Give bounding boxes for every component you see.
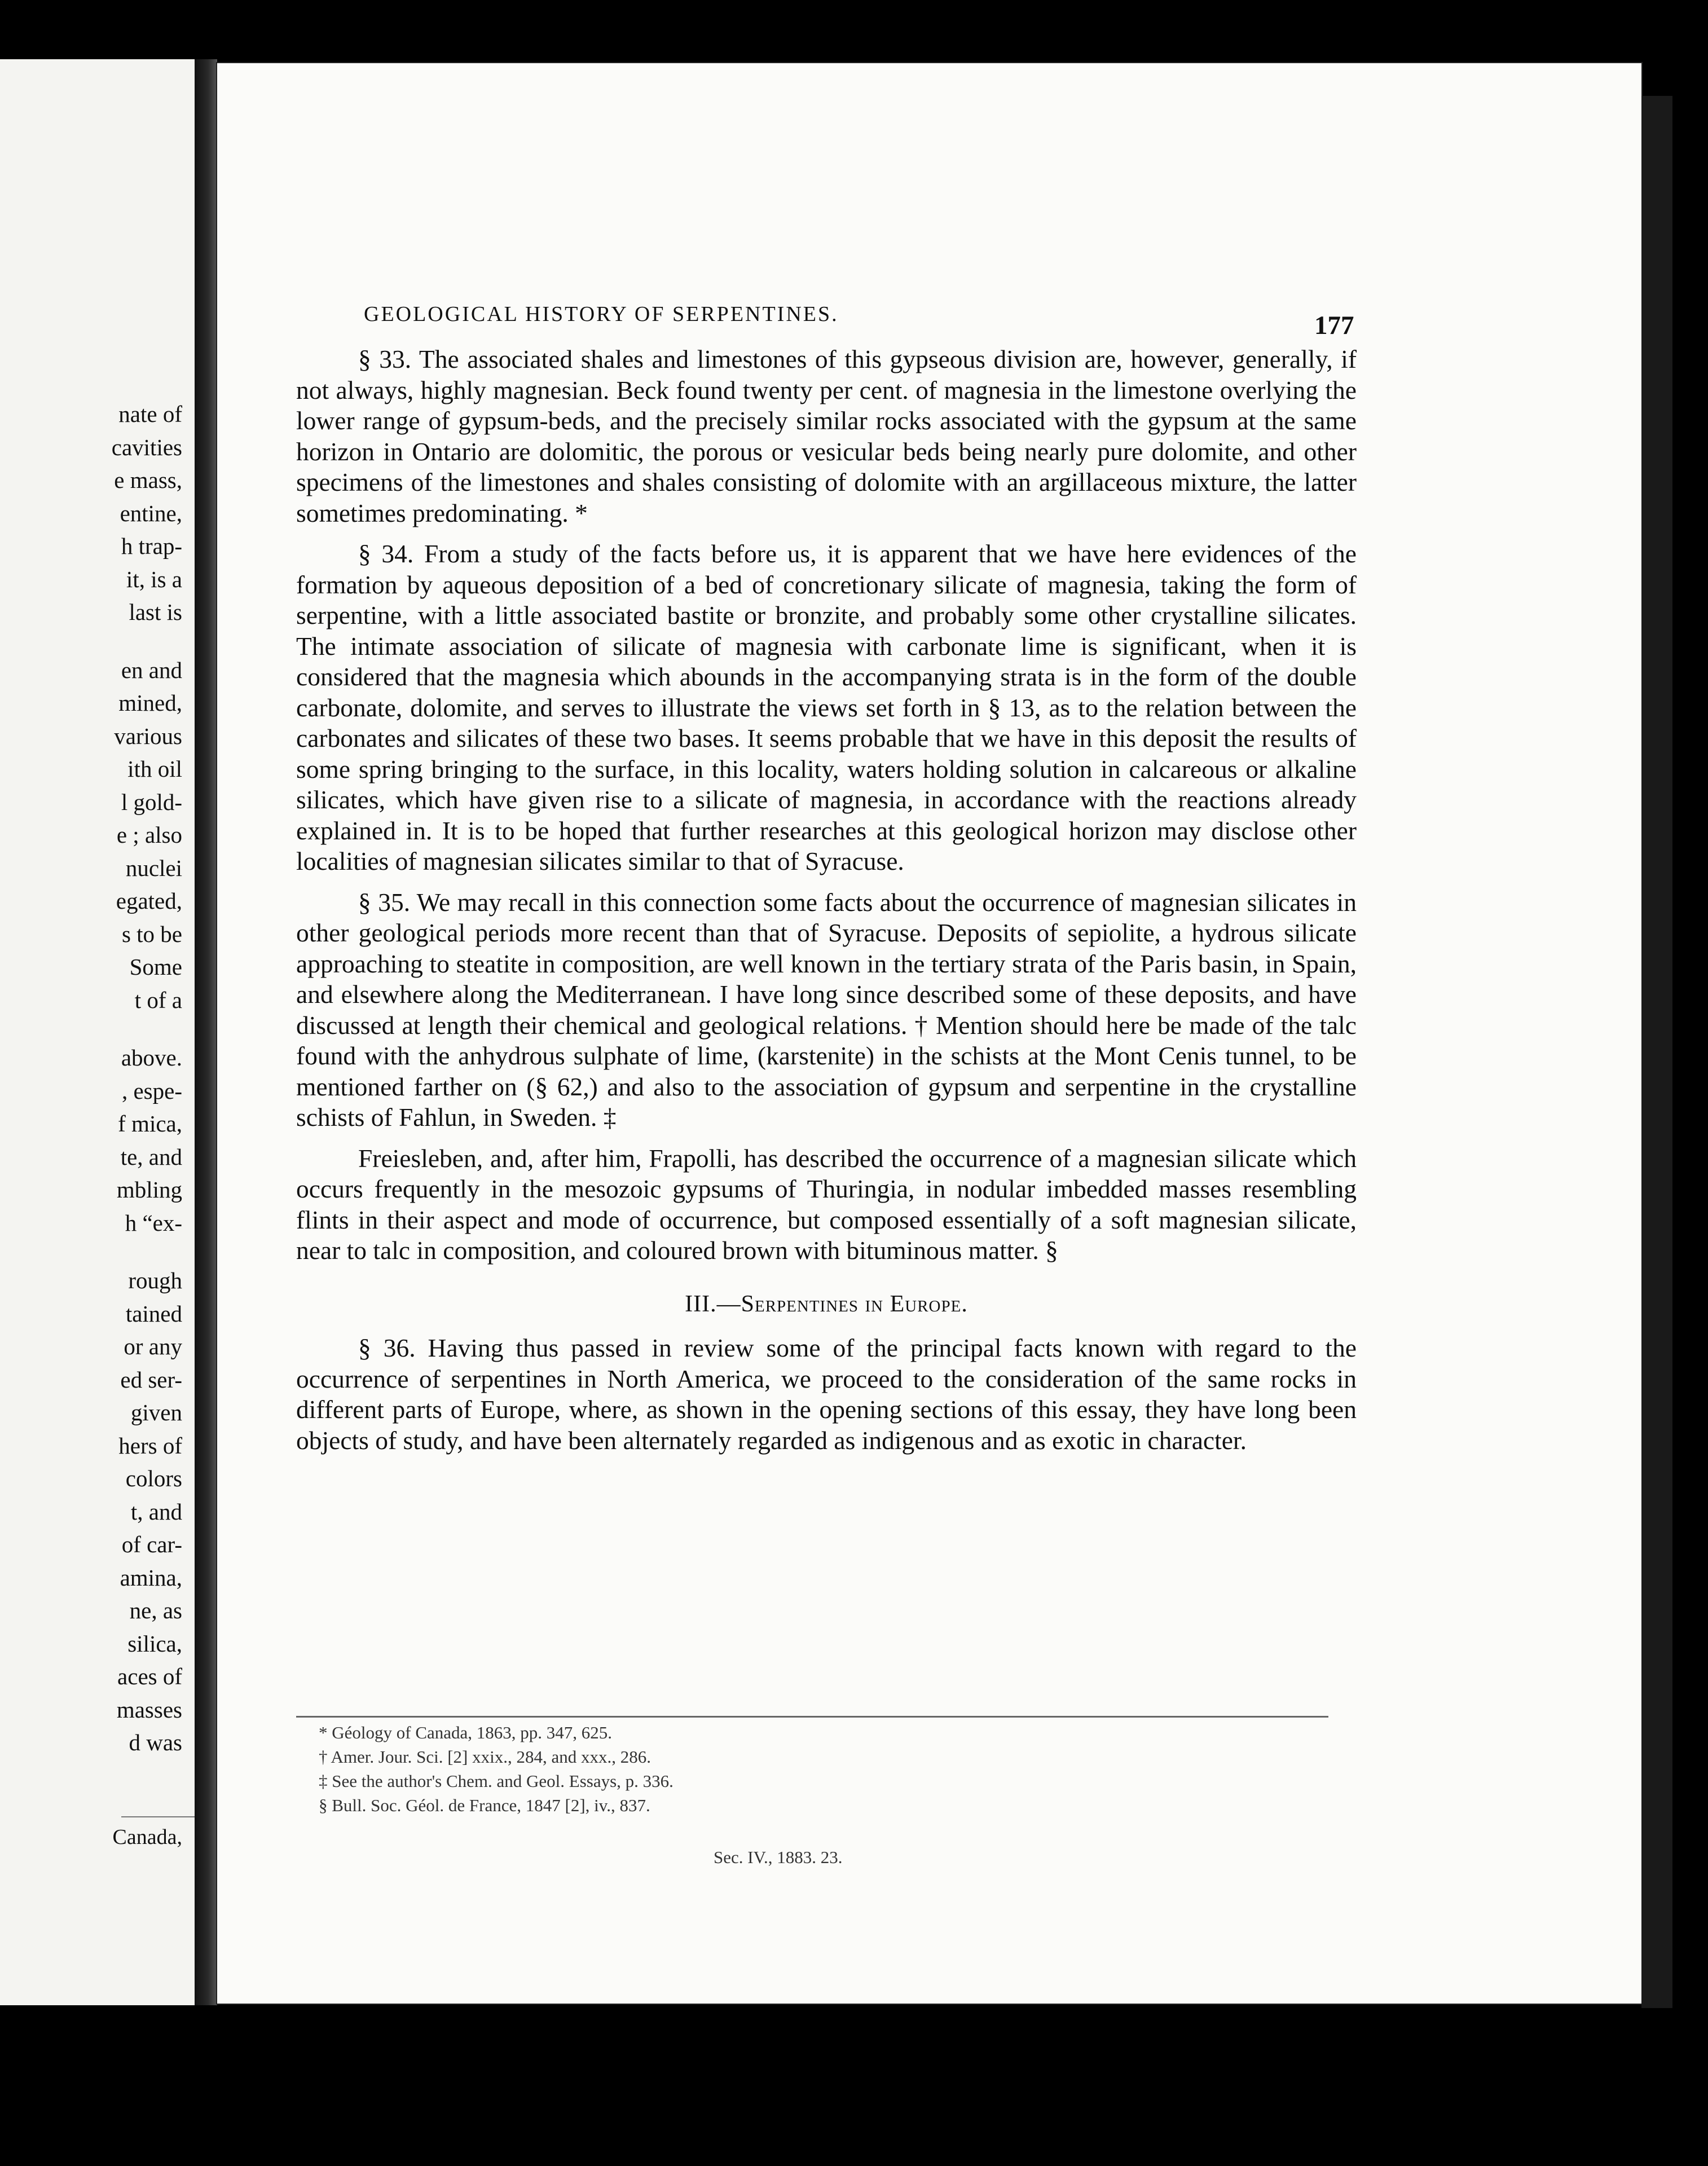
facing-line: , espe- <box>121 1077 182 1104</box>
facing-line: en and <box>121 657 182 683</box>
facing-line: Some <box>129 954 182 980</box>
paragraph-36: § 36. Having thus passed in review some of the principal facts known with regard to the occurrence of serpentines in North America, we proceed to the consideration of the same rocks in different parts of Europe, where, as shown in the opening sections of this essay, they have long been objects of study, and have been alternately regarded as indigenous and as exotic in character. <box>296 1333 1357 1455</box>
paragraph-35: § 35. We may recall in this connection some facts about the occurrence of magnesian silicates in other geological periods more recent than that of Syracuse. Deposits of sepiolite, a hydrous silicate approaching to steatite in composition, are well known in the tertiary strata of the Paris basin, in Spain, and elsewhere along the Mediterranean. I have long since described some of these deposits, and have discussed at length their chemical and geological relations. † Mention should here be made of the talc found with the anhydrous sulphate of lime, (karstenite) in the schists at the Mont Cenis tunnel, to be mentioned farther on (§ 62,) and also to the association of gypsum and serpentine in the crystalline schists of Fahlun, in Sweden. ‡ <box>296 887 1357 1132</box>
footnote: § Bull. Soc. Géol. de France, 1847 [2], iv., 837. <box>319 1795 650 1815</box>
facing-line: mbling <box>116 1177 182 1203</box>
facing-line: above. <box>121 1045 182 1071</box>
running-title: GEOLOGICAL HISTORY OF SERPENTINES. <box>364 302 839 326</box>
paragraph-35b: Freiesleben, and, after him, Frapolli, has described the occurrence of a magnesian silicate which occurs frequently in the mesozoic gypsums of Thuringia, in nodular imbedded masses resembling flints in their aspect and mode of occurrence, but composed essentially of a soft magnesian silicate, near to talc in composition, and coloured brown with bituminous matter. § <box>296 1143 1357 1265</box>
body-text <box>296 344 1357 1466</box>
facing-gap <box>2 1016 182 1041</box>
facing-line: it, is a <box>126 566 182 592</box>
footnote: * Géology of Canada, 1863, pp. 347, 625. <box>319 1723 613 1742</box>
section-heading: III.—Serpentines in Europe. <box>685 1291 968 1317</box>
facing-line: ed ser- <box>120 1366 182 1393</box>
facing-line: silica, <box>127 1630 182 1657</box>
facing-gap <box>2 629 182 654</box>
footnotes <box>319 1720 673 1817</box>
facing-line: e mass, <box>114 467 182 493</box>
facing-line: masses <box>116 1696 182 1723</box>
facing-page-text <box>2 398 182 1759</box>
facing-line: ith oil <box>127 756 182 782</box>
facing-line: d was <box>129 1729 182 1755</box>
paragraph-33: § 33. The associated shales and limestones of this gypseous division are, however, generally, if not always, highly magnesian. Beck found twenty per cent. of magnesia in the limestone overlying the lower range of gypsum-beds, and the precisely similar rocks associated with the gypsum at the same horizon in Ontario are dolomitic, the porous or vesicular beds being nearly pure dolomite, and other specimens of the limestones and shales consisting of dolomite with an argillaceous mixture, the latter sometimes predominating. * <box>296 345 1357 527</box>
facing-footnote-rule <box>121 1816 195 1817</box>
printer-signature: Sec. IV., 1883. 23. <box>714 1847 843 1867</box>
facing-gap <box>2 1239 182 1264</box>
page-number: 177 <box>1314 311 1354 340</box>
facing-line: nate of <box>118 401 182 427</box>
facing-line: hers of <box>118 1432 182 1459</box>
facing-line: entine, <box>120 500 182 526</box>
facing-line: given <box>130 1399 182 1425</box>
facing-line: various <box>114 723 182 749</box>
facing-line: h trap- <box>121 533 182 559</box>
facing-line: s to be <box>121 921 182 947</box>
facing-line: aces of <box>117 1663 182 1689</box>
facing-line: of car- <box>121 1531 182 1557</box>
facing-line: t, and <box>130 1498 182 1525</box>
facing-line: nuclei <box>125 855 182 881</box>
footnote: † Amer. Jour. Sci. [2] xxix., 284, and xxx., 286. <box>319 1747 651 1767</box>
facing-line: mined, <box>118 690 182 716</box>
facing-line: t of a <box>134 987 182 1013</box>
facing-line: e ; also <box>116 822 182 848</box>
book-gutter <box>195 59 217 2005</box>
facing-page <box>0 59 198 2005</box>
facing-footnote: Canada, <box>112 1825 182 1849</box>
facing-line: cavities <box>111 434 182 460</box>
facing-line: h “ex- <box>125 1209 182 1236</box>
facing-line: ne, as <box>129 1597 182 1623</box>
page-edge-shadow <box>1641 96 1672 2008</box>
facing-line: colors <box>125 1465 182 1491</box>
footnote-rule <box>296 1716 1328 1718</box>
facing-line: te, and <box>120 1143 182 1170</box>
facing-line: amina, <box>120 1564 182 1591</box>
facing-line: last is <box>129 599 182 625</box>
facing-line: egated, <box>116 888 182 914</box>
facing-line: rough <box>128 1267 182 1293</box>
footnote: ‡ See the author's Chem. and Geol. Essays, p. 336. <box>319 1771 673 1791</box>
facing-line: tained <box>125 1300 182 1327</box>
facing-line: f mica, <box>118 1111 182 1137</box>
facing-line: l gold- <box>121 789 182 815</box>
paragraph-34: § 34. From a study of the facts before us, it is apparent that we have here evidences of the formation by aqueous deposition of a bed of concretionary silicate of magnesia, taking the form of serpentine, with a little associated bastite or bronzite, and probably some other crystalline silicates. The intimate association of silicate of magnesia with carbonate lime is significant, when it is considered that the magnesia which abounds in the accompanying strata is in the form of the double carbonate, dolomite, and serves to illustrate the views set forth in § 13, as to the relation between the carbonates and silicates of these two bases. It seems probable that we have in this deposit the results of some spring bringing to the surface, in this locality, waters holding solution in calcareous or alkaline silicates, which have given rise to a silicate of magnesia, in accordance with the reactions already explained in. It is to be hoped that further researches at this geological horizon may disclose other localities of magnesian silicates similar to that of Syracuse. <box>296 539 1357 875</box>
facing-line: or any <box>124 1333 182 1359</box>
